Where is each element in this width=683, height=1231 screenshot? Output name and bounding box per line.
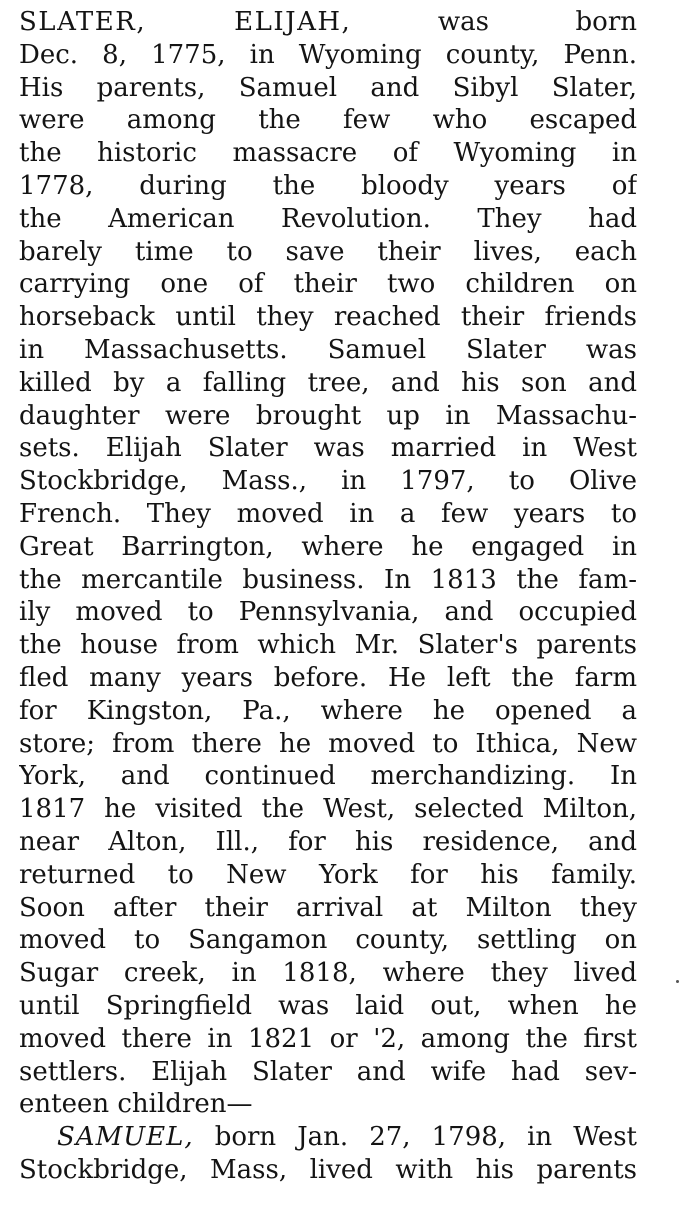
text-line: near Alton, Ill., for his residence, and xyxy=(19,826,637,857)
text-line: in Massachusetts. Samuel Slater was xyxy=(19,334,637,365)
text-line: daughter were brought up in Massachu- xyxy=(19,400,637,431)
text-line: 1817 he visited the West, selected Milton, xyxy=(19,794,637,825)
text-line: carrying one of their two children on xyxy=(19,269,637,300)
biography-text xyxy=(19,6,637,1187)
text-line: were among the few who escaped xyxy=(19,105,637,136)
text-line: moved to Sangamon county, settling on xyxy=(19,925,637,956)
text-line: for Kingston, Pa., where he opened a xyxy=(19,695,637,726)
text-line: Dec. 8, 1775, in Wyoming county, Penn. xyxy=(19,39,637,70)
text-line: store; from there he moved to Ithica, New xyxy=(19,728,637,759)
text-line: Soon after their arrival at Milton they xyxy=(19,892,637,923)
text-line: ily moved to Pennsylvania, and occupied xyxy=(19,597,637,628)
text-line: fled many years before. He left the farm xyxy=(19,662,637,693)
text-line: Sugar creek, in 1818, where they lived xyxy=(19,958,637,989)
entry-intro: born Jan. 27, 1798, in West xyxy=(214,1122,637,1153)
text-line: the house from which Mr. Slater's parents xyxy=(19,630,637,661)
text-line: horseback until they reached their friends xyxy=(19,302,637,333)
text-line: the mercantile business. In 1813 the fam- xyxy=(19,564,637,595)
text-line: killed by a falling tree, and his son and xyxy=(19,367,637,398)
text-line: until Springfield was laid out, when he xyxy=(19,990,637,1021)
text-line: the historic massacre of Wyoming in xyxy=(19,138,637,169)
subject-intro: was born xyxy=(437,7,637,37)
entry-name: SAMUEL, xyxy=(57,1122,194,1153)
text-line: 1778, during the bloody years of xyxy=(19,170,637,201)
text-line: returned to New York for his family. xyxy=(19,859,637,890)
samuel-entry-line xyxy=(19,1121,637,1154)
text-line: enteen children— xyxy=(19,1089,253,1120)
ink-speck xyxy=(676,980,679,983)
text-line: French. They moved in a few years to xyxy=(19,498,637,529)
text-line: York, and continued merchandizing. In xyxy=(19,761,637,792)
text-line: Great Barrington, where he engaged in xyxy=(19,531,637,562)
text-line: Stockbridge, Mass, lived with his parents xyxy=(19,1154,637,1185)
text-line: settlers. Elijah Slater and wife had sev- xyxy=(19,1056,637,1087)
text-line: moved there in 1821 or '2, among the first xyxy=(19,1023,637,1054)
text-line: barely time to save their lives, each xyxy=(19,236,637,267)
text-line: Stockbridge, Mass., in 1797, to Olive xyxy=(19,466,637,497)
text-line: the American Revolution. They had xyxy=(19,203,637,234)
text-line-1 xyxy=(19,6,637,39)
text-line: His parents, Samuel and Sibyl Slater, xyxy=(19,72,637,103)
subject-name: SLATER, ELIJAH, xyxy=(19,7,352,37)
text-line: sets. Elijah Slater was married in West xyxy=(19,433,637,464)
